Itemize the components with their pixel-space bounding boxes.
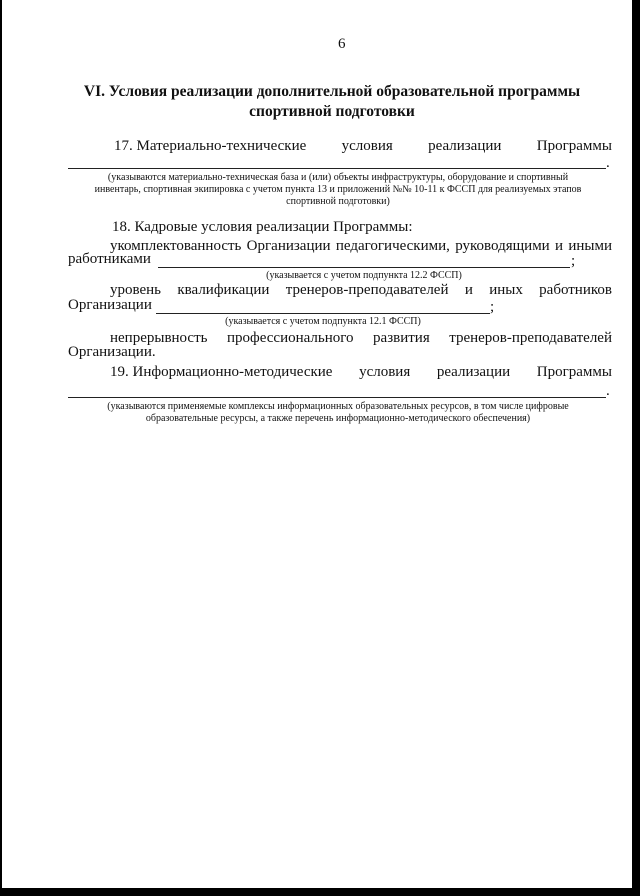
document-page [2,0,632,888]
qualification-word: тренеров-преподавателей [285,282,449,298]
staffing-note: (указывается с учетом подпункта 12.2 ФССП) [266,270,462,281]
page-number: 6 [338,36,346,52]
item17-fill-line [68,168,606,169]
qualification-word: и [464,282,473,298]
continuity-word: тренеров-преподавателей [449,330,612,346]
staffing-word: и [555,238,564,254]
item17-line [114,138,612,155]
continuity-word: развития [373,330,430,346]
item19-word: реализации [436,364,511,380]
qualification-word: уровень [110,282,162,298]
item18-staffing-line [110,238,612,255]
item17-note-line-2: инвентарь, спортивная экипировка с учетом пункта 13 и приложений №№ 10-11 к ФССП для реализуемых этапов [94,184,582,195]
item19-word: условия [359,364,411,380]
staffing-word: педагогическими, [335,238,450,254]
item19-end-punct: . [606,383,610,399]
item17-word: условия [341,138,393,154]
item19-word: 19. Информационно-методические [110,364,333,380]
continuity-line-2: Организации. [68,344,156,360]
staffing-word: Организации [246,238,331,254]
item19-note-line-1: (указываются применяемые комплексы информационных образовательных ресурсов, в том числе цифровые [107,401,569,412]
qualification-word: квалификации [177,282,270,298]
qualification-note: (указывается с учетом подпункта 12.1 ФССП) [225,316,421,327]
staffing-line2-lead: работниками [68,251,151,267]
item18-qualification-line [110,282,612,299]
item18-title: 18. Кадровые условия реализации Программы: [112,219,413,235]
qualification-word: работников [539,282,612,298]
staffing-word: руководящими [455,238,550,254]
continuity-word: непрерывность [110,330,208,346]
staffing-end-punct: ; [571,253,576,269]
item19-fill-line [68,397,606,398]
item19-word: Программы [536,364,612,380]
qualification-word: иных [489,282,523,298]
section-title-line-2: спортивной подготовки [249,103,415,120]
staffing-word: укомплектованность [110,238,242,254]
continuity-word: профессионального [226,330,354,346]
qualification-end-punct: ; [490,299,495,315]
qualification-fill-line [156,313,490,314]
section-title-line-1: VI. Условия реализации дополнительной образовательной программы [83,83,581,100]
item17-word: 17. Материально-технические [114,138,307,154]
item17-note-line-1: (указываются материально-техническая база и (или) объекты инфраструктуры, оборудование и спортивный [107,172,569,183]
item17-word: Программы [536,138,612,154]
staffing-word: иными [568,238,612,254]
item19-line [110,364,612,381]
item17-word: реализации [428,138,502,154]
item19-note-line-2: образовательные ресурсы, а также перечень информационно-методического обеспечения) [145,413,531,424]
item18-continuity-line [110,330,612,347]
staffing-fill-line [158,267,570,268]
item17-end-punct: . [606,155,610,171]
qualification-line2-lead: Организации [68,297,152,313]
item17-note-line-3: спортивной подготовки) [286,196,390,207]
